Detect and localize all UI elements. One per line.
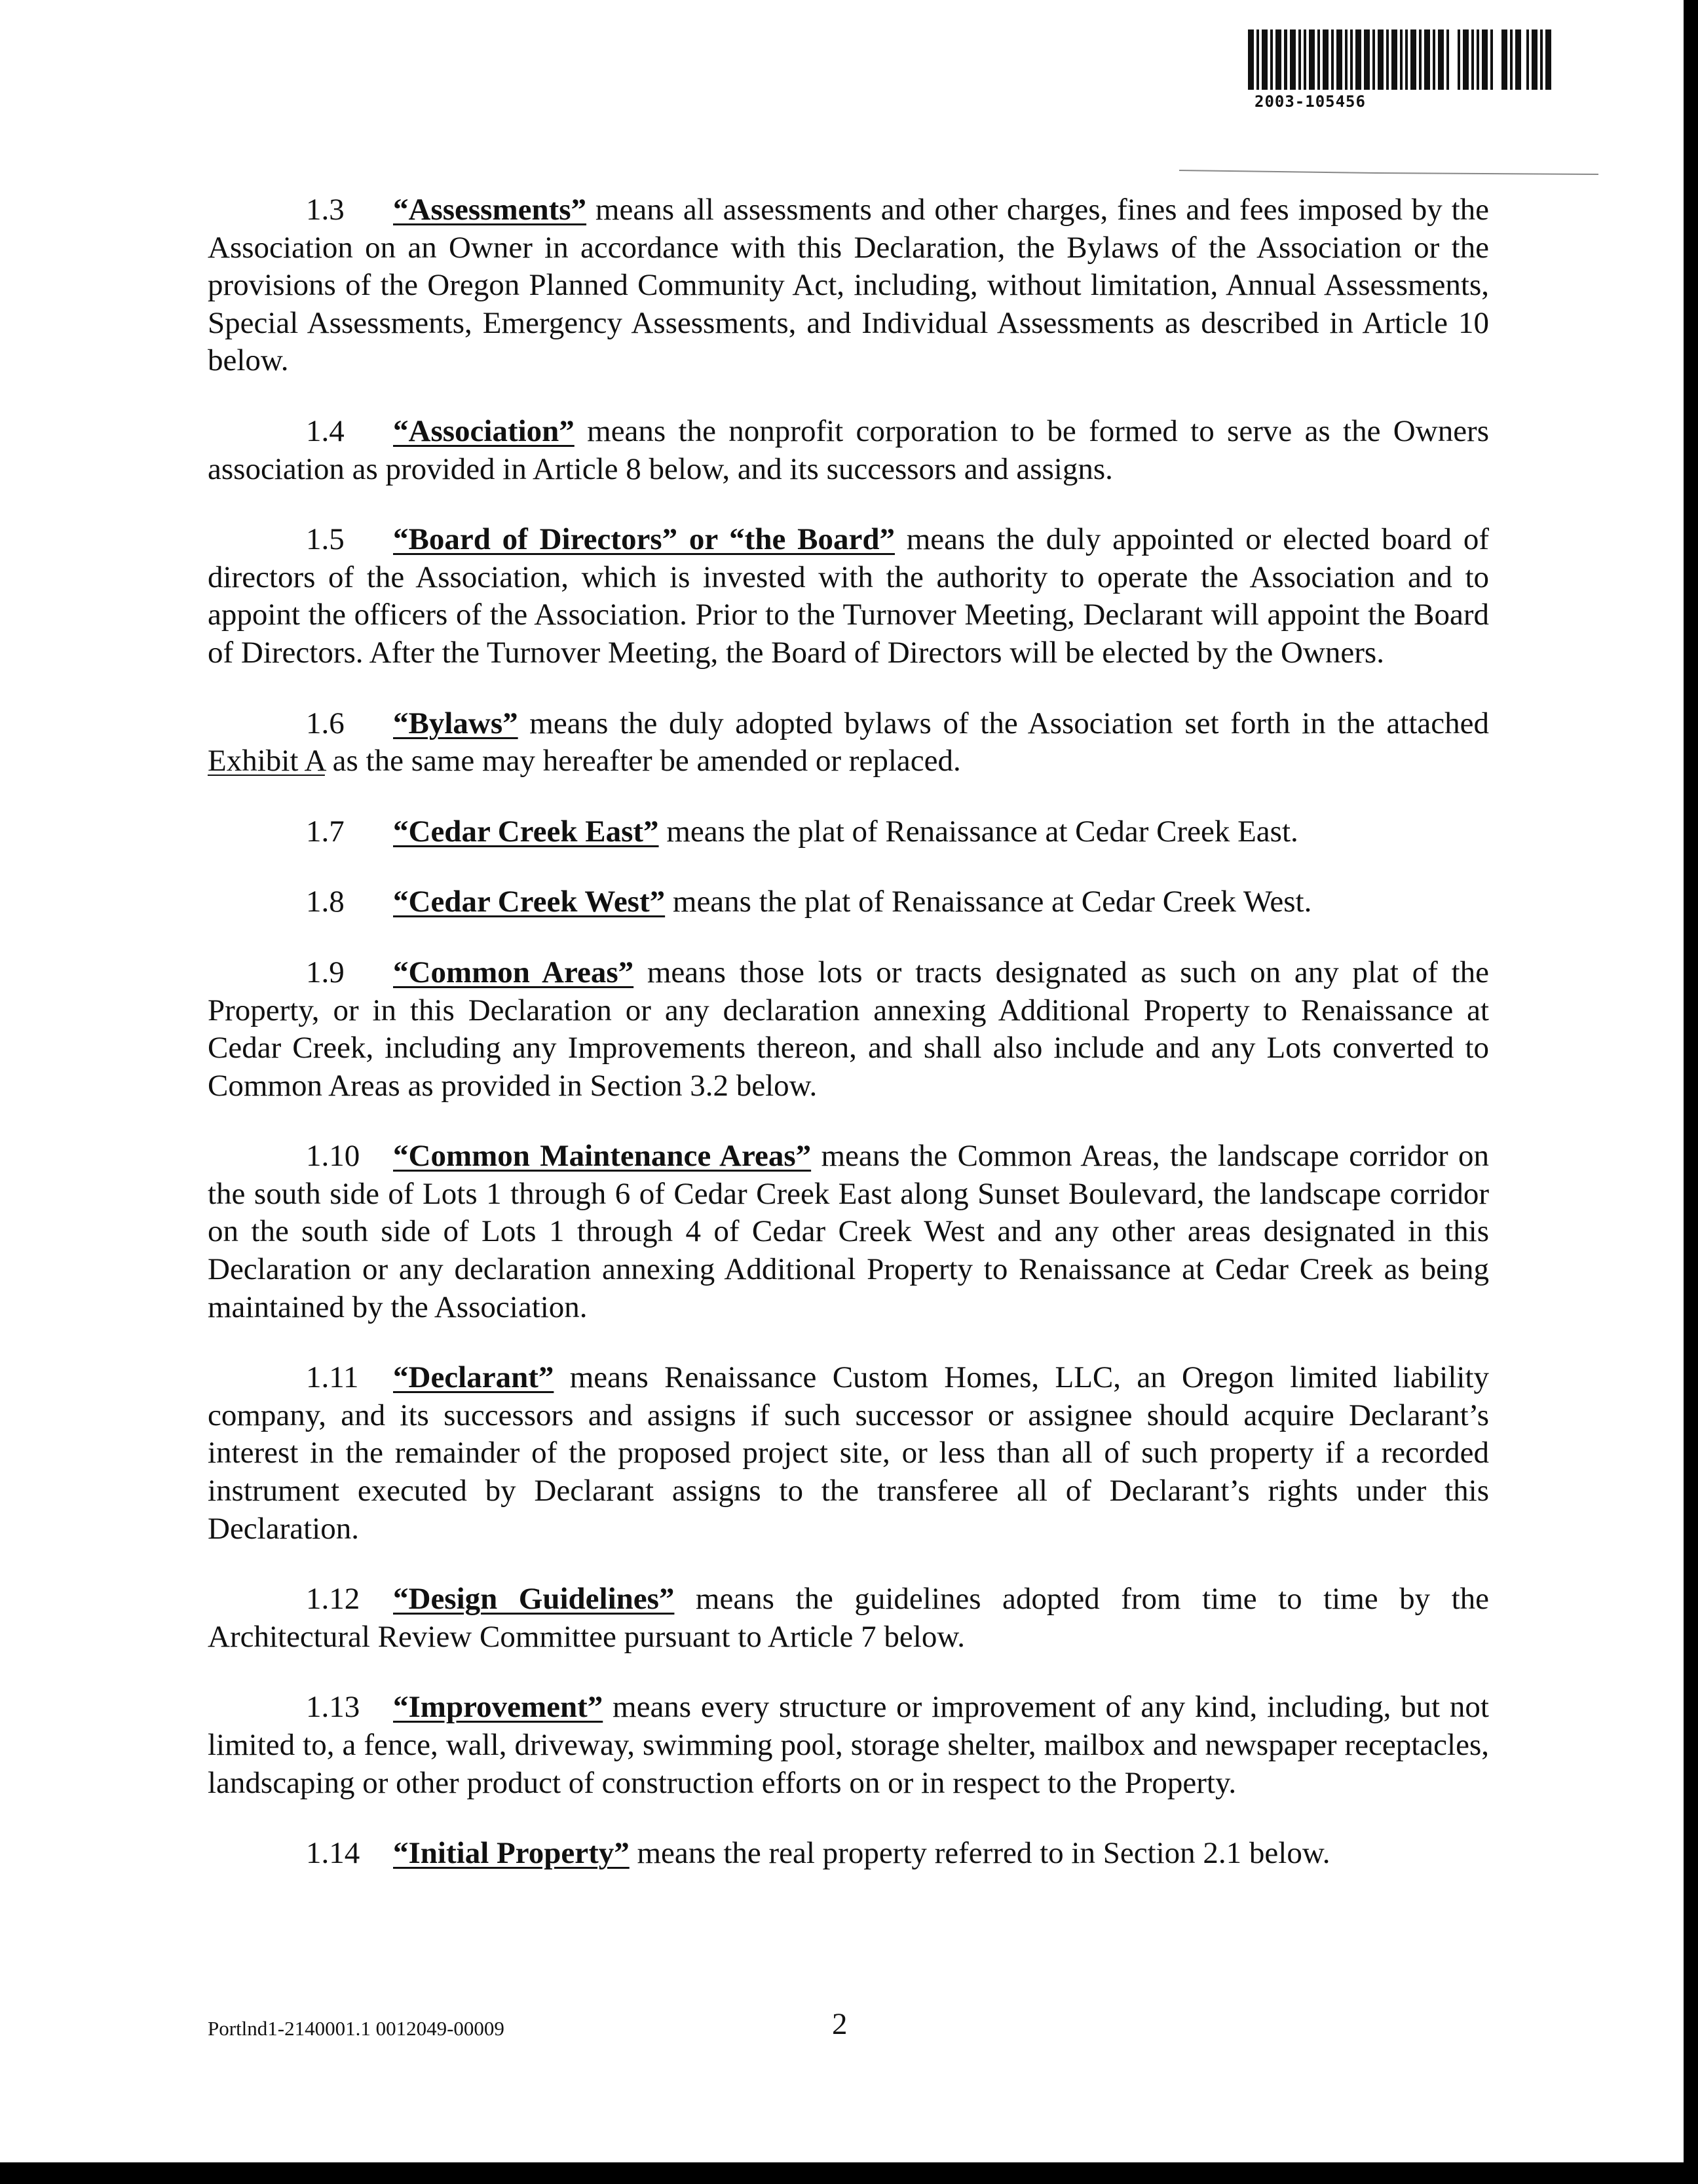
definition-text-after: as the same may hereafter be amended or replaced. — [324, 744, 961, 778]
barcode-number: 2003-105456 — [1255, 92, 1366, 111]
section-number: 1.6 — [306, 706, 345, 740]
section-number: 1.7 — [306, 814, 345, 849]
definition-1-9 — [208, 954, 1489, 1105]
section-number: 1.5 — [306, 522, 345, 557]
section-number: 1.11 — [306, 1360, 359, 1395]
defined-term: “Cedar Creek East” — [393, 814, 659, 849]
section-number: 1.12 — [306, 1582, 360, 1617]
definition-1-12 — [208, 1581, 1489, 1656]
definition-text: means the duly adopted bylaws of the Association set forth in the attached — [518, 706, 1489, 740]
section-number: 1.13 — [306, 1690, 360, 1725]
definition-text: means the guidelines adopted from time to time by the Architectural Review Committee pursuant to Article 7 below. — [208, 1582, 1490, 1654]
definition-1-13 — [208, 1689, 1489, 1802]
defined-term: “Cedar Creek West” — [393, 885, 666, 919]
exhibit-reference: Exhibit A — [208, 744, 325, 778]
defined-term: “Association” — [393, 413, 575, 448]
section-number: 1.10 — [306, 1139, 360, 1174]
section-number: 1.8 — [306, 885, 345, 919]
recording-barcode — [1248, 29, 1553, 111]
definition-text: means the plat of Renaissance at Cedar Creek West. — [665, 885, 1312, 919]
definition-1-7 — [208, 813, 1489, 851]
definition-text: means the real property referred to in Section 2.1 below. — [629, 1836, 1330, 1871]
definition-text: means the nonprofit corporation to be formed to serve as the Owners association as provided in Article 8 below, and its successors and assigns. — [208, 413, 1489, 486]
definition-text: means the duly appointed or elected board of directors of the Association, which is invested with the authority to operate the Association and to appoint the officers of the Association. Prior to the Turnover Meeting, Declarant will appoint the Board of Directors. After the Turnover Meeting, the Board of Directors will be elected by the Owners. — [208, 522, 1489, 670]
scan-artifact-line — [1179, 169, 1598, 177]
barcode-icon — [1248, 29, 1553, 90]
definition-1-4 — [208, 413, 1489, 488]
definition-text: means Renaissance Custom Homes, LLC, an Oregon limited liability company, and its successors and assigns if such successor or assignee should acquire Declarant’s interest in the remainder of the proposed project site, or less than all of such property if a recorded instrument executed by Declarant assigns to the transferee all of Declarant’s rights under this Declaration. — [208, 1360, 1489, 1546]
definition-1-10 — [208, 1138, 1489, 1326]
defined-term: “Improvement” — [393, 1690, 603, 1725]
definition-1-3 — [208, 191, 1489, 380]
definition-1-11 — [208, 1359, 1489, 1548]
footer-doc-id: Portlnd1-2140001.1 0012049-00009 — [208, 2017, 504, 2040]
section-number: 1.14 — [306, 1836, 360, 1871]
defined-term: “Bylaws” — [393, 706, 518, 740]
definition-text: means the Common Areas, the landscape corridor on the south side of Lots 1 through 6 of Cedar Creek East along Sunset Boulevard, the landscape corridor on the south side of Lots 1 through 4 of Cedar Creek West and any other areas designated in this Declaration or any declaration annexing Additional Property to Renaissance at Cedar Creek as being maintained by the Association. — [208, 1139, 1490, 1324]
defined-term: “Design Guidelines” — [393, 1582, 675, 1617]
definition-text: means all assessments and other charges, fines and fees imposed by the Association on an Owner in accordance with this Declaration, the Bylaws of the Association or the provisions of the Oregon Planned Community Act, including, without limitation, Annual Assessments, Special Assessments, Emergency Assessments, and Individual Assessments as described in Article 10 below. — [208, 193, 1489, 378]
section-number: 1.9 — [306, 955, 345, 989]
definition-1-6 — [208, 705, 1489, 780]
definition-text: means every structure or improvement of any kind, including, but not limited to, a fence, wall, driveway, swimming pool, storage shelter, mailbox and newspaper receptacles, landscaping or other product of construction efforts on or in respect to the Property. — [208, 1690, 1489, 1800]
definition-1-14 — [208, 1835, 1489, 1873]
defined-term: “Initial Property” — [393, 1836, 630, 1871]
defined-term: “Common Areas” — [393, 955, 634, 989]
defined-term: “Common Maintenance Areas” — [393, 1139, 812, 1174]
definition-1-8 — [208, 883, 1489, 921]
defined-term: “Assessments” — [393, 193, 587, 227]
definition-1-5 — [208, 521, 1489, 672]
definition-text: means those lots or tracts designated as such on any plat of the Property, or in this Declaration or any declaration annexing Additional Property to Renaissance at Cedar Creek, including any Improvements thereon, and shall also include and any Lots converted to Common Areas as provided in Section 3.2 below. — [208, 955, 1489, 1103]
defined-term: “Declarant” — [393, 1360, 554, 1395]
defined-term: “Board of Directors” or “the Board” — [393, 522, 895, 557]
section-number: 1.3 — [306, 193, 345, 227]
document-body — [208, 191, 1489, 1906]
page-number: 2 — [832, 2007, 848, 2041]
section-number: 1.4 — [306, 413, 345, 448]
definition-text: means the plat of Renaissance at Cedar Creek East. — [658, 814, 1298, 849]
